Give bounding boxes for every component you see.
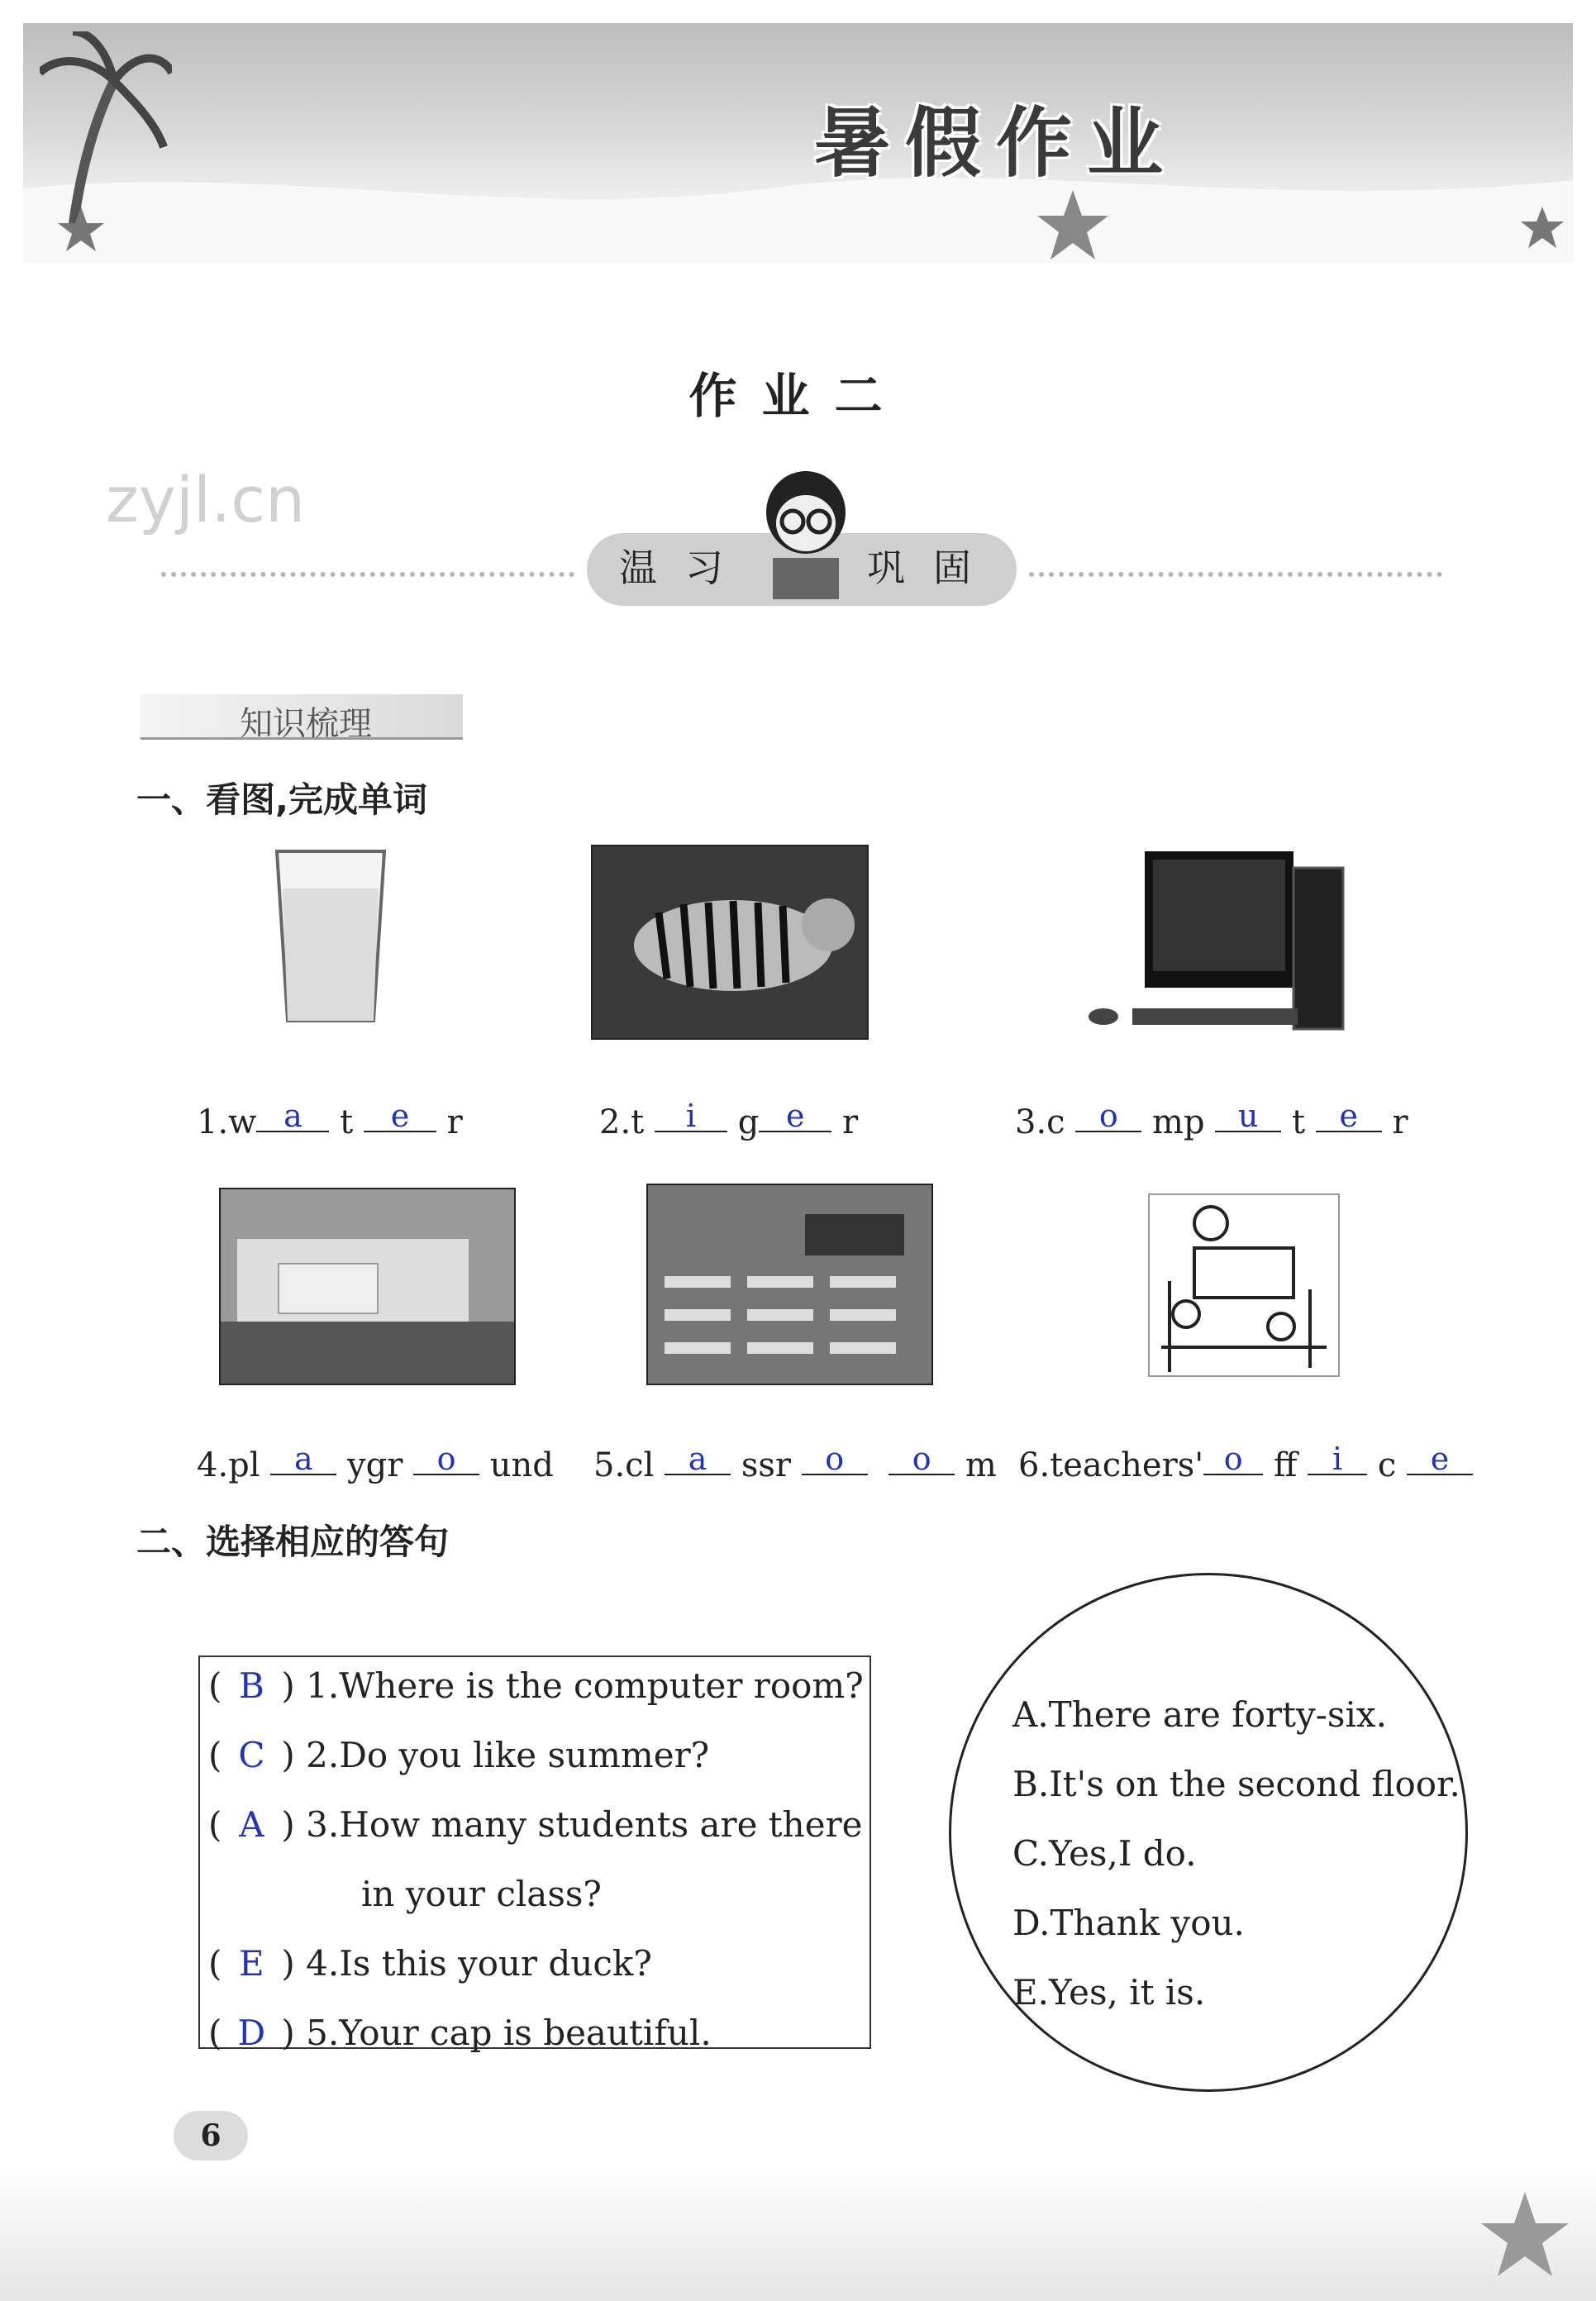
ribbon-char: 习 xyxy=(685,545,723,590)
options-circle xyxy=(949,1573,1468,2092)
answer-blank[interactable]: a xyxy=(256,1101,329,1132)
answer-blank[interactable]: o xyxy=(889,1444,955,1475)
student-mascot-icon xyxy=(756,467,855,599)
starfish-icon xyxy=(1519,205,1565,251)
answer-blank[interactable]: u xyxy=(1215,1101,1281,1132)
question-text: 5.Your cap is beautiful. xyxy=(306,2013,712,2053)
tiger-icon xyxy=(591,845,869,1040)
answer-blank[interactable]: e xyxy=(1316,1101,1382,1132)
item-number: 5. xyxy=(593,1446,626,1484)
word-item-6 xyxy=(1018,1441,1473,1484)
question-text: 2.Do you like summer? xyxy=(306,1735,710,1775)
option-item: E.Yes, it is. xyxy=(1012,1972,1206,2013)
knowledge-review-label xyxy=(141,694,463,743)
computer-icon xyxy=(1083,847,1347,1033)
question-row: ( B ) 1.Where is the computer room? xyxy=(208,1665,864,1706)
answer-choice[interactable]: C xyxy=(238,1735,265,1775)
watermark: zyjl.cn xyxy=(106,463,306,536)
letters: und xyxy=(489,1446,554,1484)
question-continuation: in your class? xyxy=(361,1874,602,1914)
letters: c xyxy=(1377,1446,1397,1484)
answer-blank[interactable]: e xyxy=(1407,1444,1473,1475)
letters: t xyxy=(631,1103,645,1141)
answer-choice[interactable]: D xyxy=(237,2013,266,2053)
letters: mp xyxy=(1152,1103,1205,1141)
question-row: ( D ) 5.Your cap is beautiful. xyxy=(208,2013,712,2053)
classroom-icon xyxy=(646,1184,933,1385)
option-item: D.Thank you. xyxy=(1012,1903,1245,1943)
ribbon-char: 固 xyxy=(933,545,971,590)
answer-blank[interactable]: i xyxy=(655,1101,727,1132)
answer-blank[interactable]: o xyxy=(413,1444,479,1475)
option-item: A.There are forty-six. xyxy=(1012,1694,1387,1735)
letters: cl xyxy=(625,1446,655,1484)
item-number: 2. xyxy=(599,1103,631,1141)
subsection-text: 知识梳理 xyxy=(240,705,372,743)
dotted-divider-right xyxy=(1029,572,1442,577)
part2-heading: 二、选择相应的答句 xyxy=(136,1522,450,1562)
word-item-1 xyxy=(197,1098,463,1141)
letters: ssr xyxy=(741,1446,791,1484)
answer-blank[interactable]: o xyxy=(1075,1101,1141,1132)
ribbon-char: 巩 xyxy=(867,545,905,590)
option-item: C.Yes,I do. xyxy=(1012,1833,1197,1874)
letters: pl xyxy=(228,1446,260,1484)
word-item-3 xyxy=(1015,1098,1408,1141)
item-number: 4. xyxy=(197,1446,229,1484)
letters: r xyxy=(446,1103,463,1141)
questions-box xyxy=(198,1655,871,2053)
word-item-4 xyxy=(197,1441,554,1484)
letters: w xyxy=(228,1103,257,1141)
letters: g xyxy=(737,1103,760,1141)
letters: r xyxy=(842,1103,859,1141)
letters: ygr xyxy=(347,1446,403,1484)
starfish-icon xyxy=(1479,2190,1570,2281)
item-number: 6. xyxy=(1018,1446,1051,1484)
answer-blank[interactable]: a xyxy=(665,1444,731,1475)
section-title: 作业二 xyxy=(688,368,908,424)
question-row: ( E ) 4.Is this your duck? xyxy=(208,1943,652,1984)
glass-of-water-icon xyxy=(273,847,388,1029)
answer-choice[interactable]: E xyxy=(239,1943,264,1984)
page-number: 6 xyxy=(174,2111,248,2160)
word-item-5 xyxy=(593,1441,997,1484)
letters: t xyxy=(1292,1103,1306,1141)
letters: m xyxy=(965,1446,997,1484)
answer-blank[interactable]: a xyxy=(270,1444,336,1475)
answer-blank[interactable]: o xyxy=(802,1444,868,1475)
question-row: ( C ) 2.Do you like summer? xyxy=(208,1735,710,1775)
question-text: 3.How many students are there xyxy=(306,1804,863,1845)
wave-decoration xyxy=(23,155,1573,263)
question-text: 4.Is this your duck? xyxy=(306,1943,652,1984)
letters: teachers' xyxy=(1050,1446,1204,1484)
palm-tree-icon xyxy=(40,31,172,230)
answer-choice[interactable]: A xyxy=(239,1804,264,1845)
answer-blank[interactable]: e xyxy=(364,1101,436,1132)
banner-title: 暑假作业 xyxy=(814,99,1179,188)
teachers-office-icon xyxy=(1145,1190,1343,1380)
answer-blank[interactable]: i xyxy=(1308,1444,1367,1475)
playground-icon xyxy=(219,1188,516,1385)
answer-blank[interactable]: o xyxy=(1203,1444,1263,1475)
item-number: 1. xyxy=(197,1103,229,1141)
part1-heading: 一、看图,完成单词 xyxy=(136,779,427,820)
option-item: B.It's on the second floor. xyxy=(1012,1764,1460,1804)
letters: r xyxy=(1392,1103,1408,1141)
footer-decoration xyxy=(0,2165,1596,2301)
header-banner xyxy=(23,23,1573,263)
answer-blank[interactable]: e xyxy=(759,1101,831,1132)
starfish-icon xyxy=(56,205,106,255)
starfish-icon xyxy=(1036,188,1110,263)
question-text: 1.Where is the computer room? xyxy=(306,1665,864,1706)
question-row: ( A ) 3.How many students are there xyxy=(208,1804,863,1845)
letters: t xyxy=(340,1103,354,1141)
word-item-2 xyxy=(599,1098,859,1141)
letters: ff xyxy=(1273,1446,1298,1484)
dotted-divider-left xyxy=(161,572,574,577)
letters: c xyxy=(1046,1103,1065,1141)
answer-choice[interactable]: B xyxy=(238,1665,264,1706)
item-number: 3. xyxy=(1015,1103,1047,1141)
ribbon-char: 温 xyxy=(619,545,657,590)
